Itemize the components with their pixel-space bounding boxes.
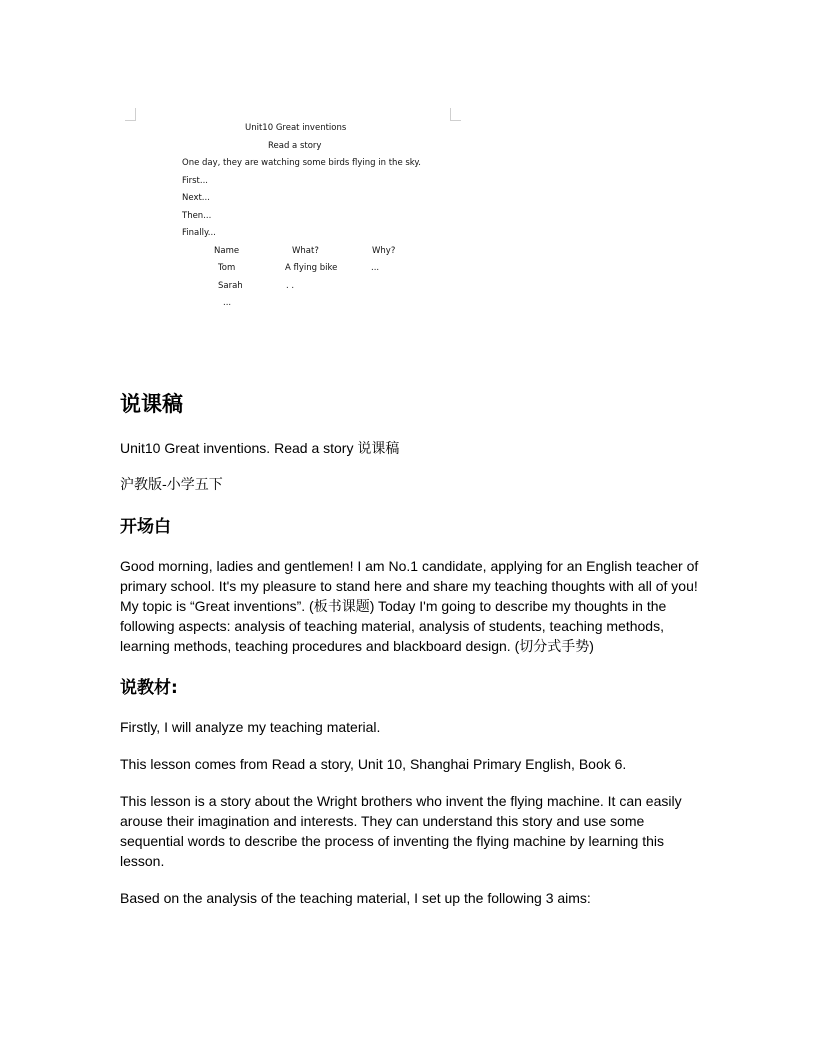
- document-edition: 沪教版-小学五下: [120, 477, 223, 493]
- board-sentence: One day, they are watching some birds flying in the sky.: [182, 158, 421, 168]
- board-table-cell: Tom: [218, 263, 236, 273]
- board-sequence-finally: Finally...: [182, 228, 216, 238]
- board-title: Unit10 Great inventions: [245, 123, 347, 133]
- paragraph: Good morning, ladies and gentlemen! I am No.1 candidate, applying for an English teacher of primary school. It's my pleasure to stand here and share my teaching thoughts with all of you! My topic is “Great inventions”. (板书课题) Today I'm going to describe my thoughts in the following aspects: analysis of teaching material, analysis of students, teaching methods, learning methods, teaching procedures and blackboard design. (切分式手势): [120, 558, 699, 654]
- document-subtitle: Unit10 Great inventions. Read a story 说课稿: [120, 440, 400, 456]
- board-sequence-next: Next...: [182, 193, 210, 203]
- board-table-cell: A flying bike: [285, 263, 338, 273]
- board-sequence-first: First...: [182, 176, 208, 186]
- paragraph: Based on the analysis of the teaching material, I set up the following 3 aims:: [120, 890, 591, 906]
- paragraph: This lesson is a story about the Wright brothers who invent the flying machine. It can easily arouse their imagination and interests. They can understand this story and use some sequential words to describe the process of inventing the flying machine by learning this lesson.: [120, 793, 682, 869]
- board-subtitle: Read a story: [268, 141, 322, 151]
- section-heading-material: 说教材:: [120, 678, 178, 698]
- board-table-cell: ...: [223, 298, 232, 308]
- section-heading-opening: 开场白: [120, 517, 171, 537]
- board-table-header-why: Why?: [372, 246, 396, 256]
- board-table-cell: . .: [286, 281, 295, 291]
- crop-mark-left: [125, 108, 136, 121]
- board-table-header-what: What?: [292, 246, 319, 256]
- paragraph: This lesson comes from Read a story, Unit 10, Shanghai Primary English, Book 6.: [120, 756, 627, 772]
- paragraph: Firstly, I will analyze my teaching material.: [120, 719, 381, 735]
- board-table-header-name: Name: [214, 246, 240, 256]
- document-body: [120, 386, 700, 925]
- document-title: 说课稿: [120, 392, 183, 416]
- board-table-cell: ...: [371, 263, 380, 273]
- board-sequence-then: Then...: [182, 211, 212, 221]
- blackboard-design-figure: [122, 104, 462, 314]
- board-table-cell: Sarah: [218, 281, 243, 291]
- crop-mark-right: [450, 108, 461, 121]
